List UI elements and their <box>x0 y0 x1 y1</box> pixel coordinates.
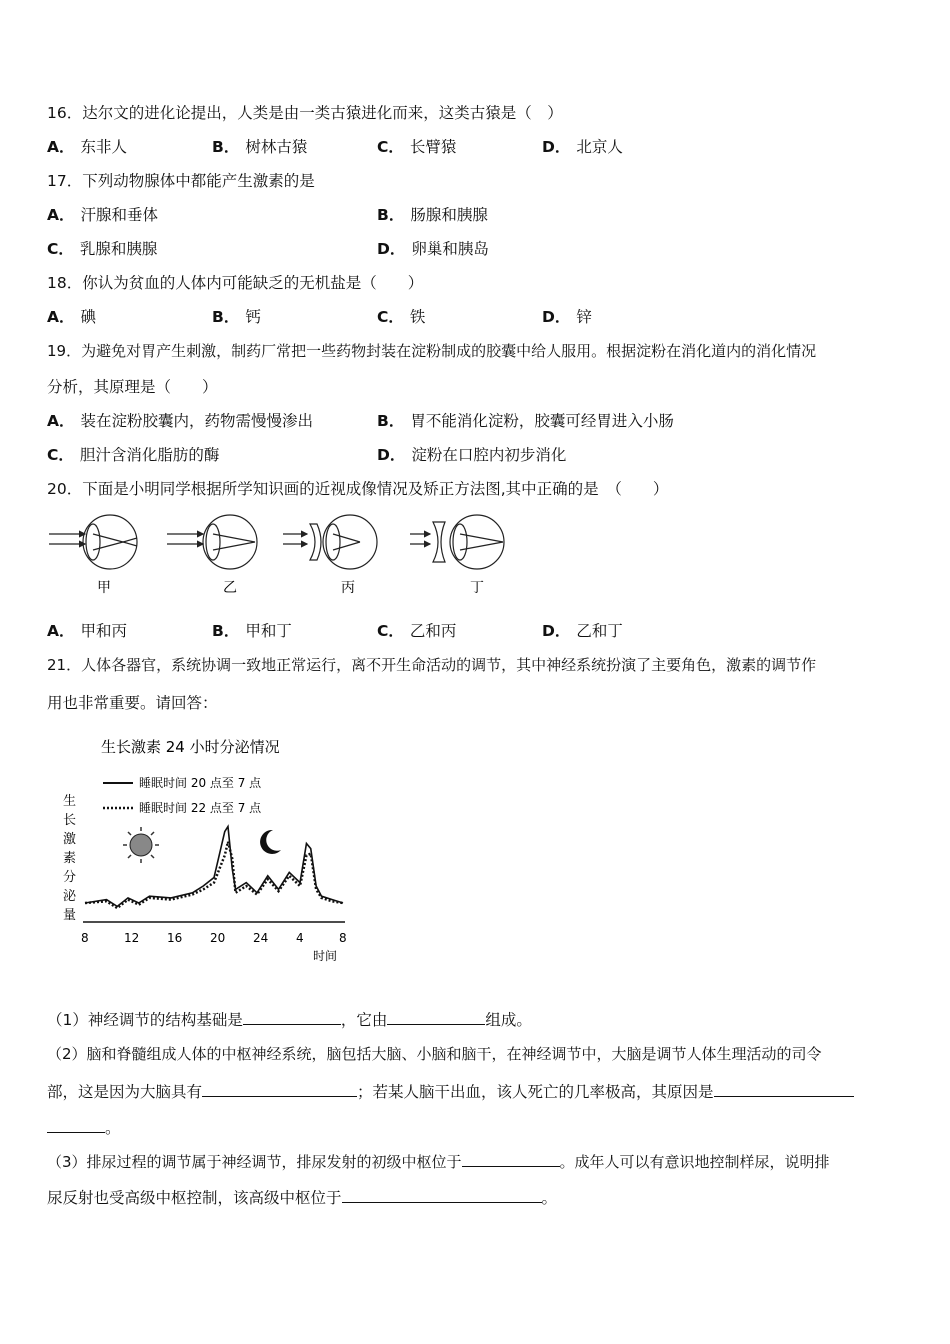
y-axis-label <box>63 793 77 923</box>
eye-diagram-jia <box>49 515 137 569</box>
x-tick-label: 4 <box>296 931 304 945</box>
x-tick-label: 16 <box>167 931 183 945</box>
legend-solid-label: 睡眠时间 20 点至 7 点 <box>139 776 262 790</box>
q19-option-a[interactable]: A． 装在淀粉胶囊内，药物需慢慢渗出 <box>47 412 314 430</box>
y-axis-label-char: 泌 <box>63 889 77 904</box>
x-axis-label: 时间 <box>313 949 338 963</box>
label-bing: 丙 <box>341 580 355 596</box>
label-ding: 丁 <box>470 580 484 596</box>
q21-part1: （1）神经调节的结构基础是 ，它由 组成。 <box>47 1011 532 1029</box>
q17-option-a[interactable]: A． 汗腺和垂体 <box>47 206 159 224</box>
q19-option-b[interactable]: B． 胃不能消化淀粉，胶囊可经胃进入小肠 <box>377 412 674 430</box>
q16-option-d[interactable]: D． 北京人 <box>542 138 623 156</box>
q18-option-c[interactable]: C． 铁 <box>377 308 426 326</box>
q17-option-d[interactable]: D． 卵巢和胰岛 <box>377 240 489 258</box>
q19-option-d[interactable]: D． 淀粉在口腔内初步消化 <box>377 446 567 464</box>
y-axis-label-char: 素 <box>63 851 77 866</box>
q18-option-a[interactable]: A． 碘 <box>47 308 97 326</box>
eye-diagram-bing <box>283 515 377 569</box>
sun-icon <box>123 827 159 863</box>
q18-option-b[interactable]: B． 钙 <box>212 308 261 326</box>
x-tick-label: 8 <box>81 931 89 945</box>
answer-blank-5[interactable] <box>462 1152 560 1167</box>
eye-diagram-yi <box>167 515 257 569</box>
eye-diagram-figure <box>45 512 515 602</box>
series-line-1 <box>85 827 343 907</box>
q21-stem-line2: 用也非常重要。请回答： <box>47 694 218 712</box>
y-axis-label-char: 量 <box>63 908 77 923</box>
q20-stem: 20．下面是小明同学根据所学知识画的近视成像情况及矫正方法图,其中正确的是 （ ） <box>47 480 669 498</box>
x-tick-label: 8 <box>339 931 347 945</box>
x-tick-label: 12 <box>124 931 140 945</box>
q16-option-b[interactable]: B． 树林古猿 <box>212 138 308 156</box>
y-axis-label-char: 生 <box>63 794 77 809</box>
answer-blank-4-cont[interactable] <box>47 1118 105 1133</box>
q18-stem: 18．你认为贫血的人体内可能缺乏的无机盐是（ ） <box>47 274 424 292</box>
label-jia: 甲 <box>97 580 111 596</box>
q19-stem-line1: 19．为避免对胃产生刺激，制药厂常把一些药物封装在淀粉制成的胶囊中给人服用。根据淀粉在消化道内的消化情况 <box>47 342 817 360</box>
y-axis-label-char: 分 <box>63 870 77 885</box>
q17-stem: 17．下列动物腺体中都能产生激素的是 <box>47 172 315 190</box>
q16-stem: 16．达尔文的进化论提出，人类是由一类古猿进化而来，这类古猿是（ ） <box>47 104 563 122</box>
chart-title: 生长激素 24 小时分泌情况 <box>101 738 280 756</box>
q19-stem-line2: 分析，其原理是（ ） <box>47 378 218 396</box>
legend-dotted-label: 睡眠时间 22 点至 7 点 <box>139 801 262 815</box>
q16-option-a[interactable]: A． 东非人 <box>47 138 128 156</box>
q20-option-d[interactable]: D． 乙和丁 <box>542 622 623 640</box>
q20-option-a[interactable]: A． 甲和丙 <box>47 622 128 640</box>
q19-option-c[interactable]: C． 胆汁含消化脂肪的酶 <box>47 446 220 464</box>
x-tick-label: 20 <box>210 931 226 945</box>
q21-part2-line2: 部，这是因为大脑具有 ；若某人脑干出血，该人死亡的几率极高，其原因是 <box>47 1082 854 1102</box>
q21-part2-line3: 。 <box>47 1118 121 1138</box>
q18-option-d[interactable]: D． 锌 <box>542 308 592 326</box>
q21-part3-line2: 尿反射也受高级中枢控制，该高级中枢位于 。 <box>47 1189 558 1207</box>
label-yi: 乙 <box>223 580 237 596</box>
q17-option-b[interactable]: B． 肠腺和胰腺 <box>377 206 488 224</box>
y-axis-label-char: 激 <box>63 832 77 847</box>
y-axis-label-char: 长 <box>63 813 77 828</box>
answer-blank-1[interactable] <box>243 1010 341 1025</box>
growth-hormone-chart <box>45 730 365 970</box>
answer-blank-4[interactable] <box>714 1082 854 1097</box>
q21-part3-line1: （3）排尿过程的调节属于神经调节，排尿发射的初级中枢位于 。成年人可以有意识地控制样尿，说明排 <box>47 1153 830 1171</box>
answer-blank-3[interactable] <box>202 1082 357 1097</box>
q17-option-c[interactable]: C． 乳腺和胰腺 <box>47 240 158 258</box>
q20-option-b[interactable]: B． 甲和丁 <box>212 622 292 640</box>
answer-blank-6[interactable] <box>342 1188 542 1203</box>
q21-part2-line1: （2）脑和脊髓组成人体的中枢神经系统，脑包括大脑、小脑和脑干，在神经调节中，大脑是调节人体生理活动的司令 <box>47 1045 822 1063</box>
x-tick-label: 24 <box>253 931 269 945</box>
q20-option-c[interactable]: C． 乙和丙 <box>377 622 457 640</box>
eye-diagram-ding <box>410 515 504 569</box>
answer-blank-2[interactable] <box>387 1010 485 1025</box>
q21-stem-line1: 21．人体各器官，系统协调一致地正常运行，离不开生命活动的调节，其中神经系统扮演了主要角色，激素的调节作 <box>47 656 817 674</box>
moon-icon <box>260 830 281 854</box>
q16-option-c[interactable]: C． 长臂猿 <box>377 138 457 156</box>
